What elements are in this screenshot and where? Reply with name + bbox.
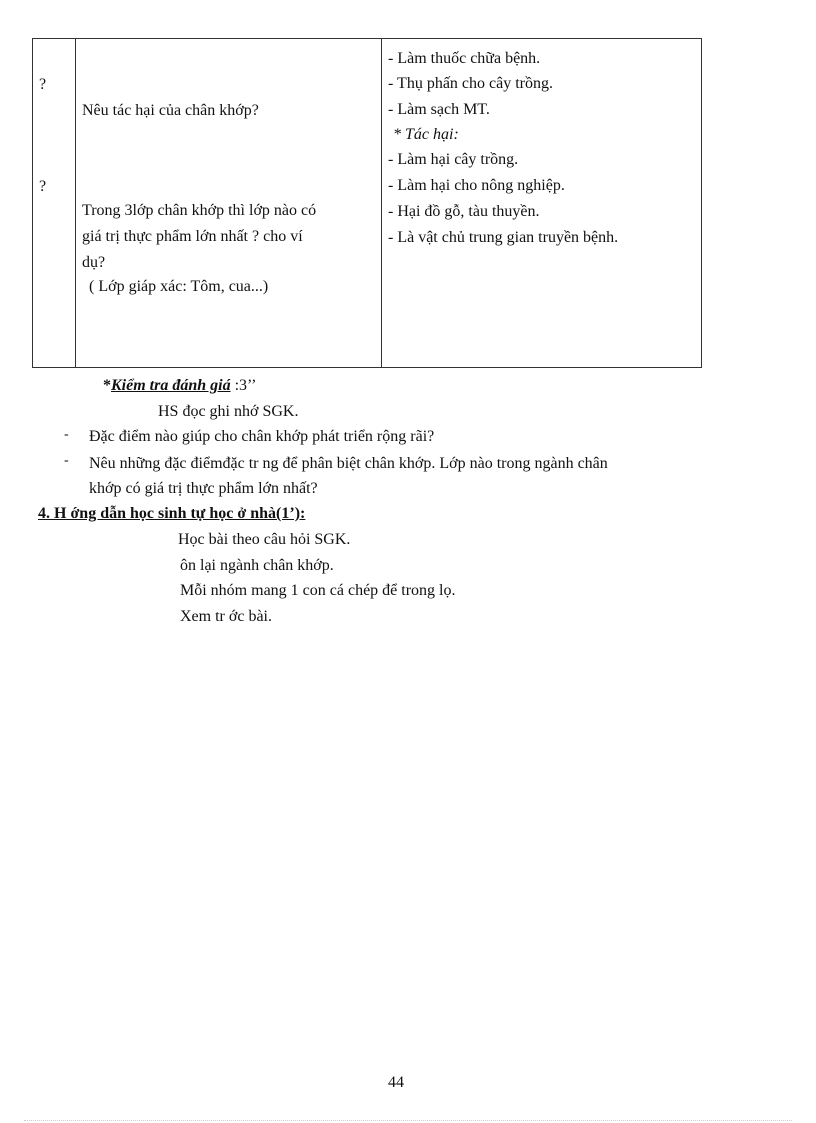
- question-2-line-3: dụ?: [82, 254, 106, 271]
- harm-item: - Làm hại cây trồng.: [388, 151, 519, 168]
- assessment-star: *: [103, 377, 111, 394]
- footer-rule: [24, 1120, 792, 1121]
- page-number: 44: [388, 1074, 404, 1091]
- assessment-question-continued: khớp có giá trị thực phẩm lớn nhất?: [89, 480, 318, 497]
- benefit-item: - Làm thuốc chữa bệnh.: [388, 50, 541, 67]
- question-2-line-2: giá trị thực phẩm lớn nhất ? cho ví: [82, 228, 303, 245]
- harm-title: * Tác hại:: [393, 126, 459, 143]
- assessment-question: Nêu những đặc điểmđặc tr ng để phân biệt chân khớp. Lớp nào trong ngành chân: [89, 455, 608, 472]
- assessment-title: Kiểm tra đánh giá: [111, 377, 231, 394]
- assessment-time: :3’’: [230, 377, 257, 394]
- question-mark-1: ?: [39, 76, 47, 93]
- content-table: [32, 38, 702, 368]
- assessment-question: Đặc điểm nào giúp cho chân khớp phát triển rộng rãi?: [89, 428, 435, 445]
- homework-item: ôn lại ngành chân khớp.: [180, 557, 334, 574]
- benefit-item: - Làm sạch MT.: [388, 101, 490, 118]
- homework-heading: 4. H ớng dẫn học sinh tự học ở nhà(1’):: [38, 505, 306, 522]
- harm-item: - Hại đồ gỗ, tàu thuyền.: [388, 203, 540, 220]
- benefit-item: - Thụ phấn cho cây trồng.: [388, 75, 553, 92]
- table-divider-1: [75, 39, 76, 367]
- assessment-line: HS đọc ghi nhớ SGK.: [158, 403, 299, 420]
- bullet-dash: -: [64, 453, 69, 468]
- harm-item: - Là vật chủ trung gian truyền bệnh.: [388, 229, 619, 246]
- homework-item: Học bài theo câu hỏi SGK.: [178, 531, 351, 548]
- question-1: Nêu tác hại của chân khớp?: [82, 102, 259, 119]
- question-mark-2: ?: [39, 178, 47, 195]
- assessment-heading: [103, 377, 257, 395]
- bullet-dash: -: [64, 427, 69, 442]
- question-2-answer: ( Lớp giáp xác: Tôm, cua...): [89, 278, 269, 295]
- table-divider-2: [381, 39, 382, 367]
- homework-item: Mỗi nhóm mang 1 con cá chép để trong lọ.: [180, 582, 456, 599]
- question-2-line-1: Trong 3lớp chân khớp thì lớp nào có: [82, 202, 317, 219]
- homework-item: Xem tr ớc bài.: [180, 608, 272, 625]
- harm-item: - Làm hại cho nông nghiệp.: [388, 177, 565, 194]
